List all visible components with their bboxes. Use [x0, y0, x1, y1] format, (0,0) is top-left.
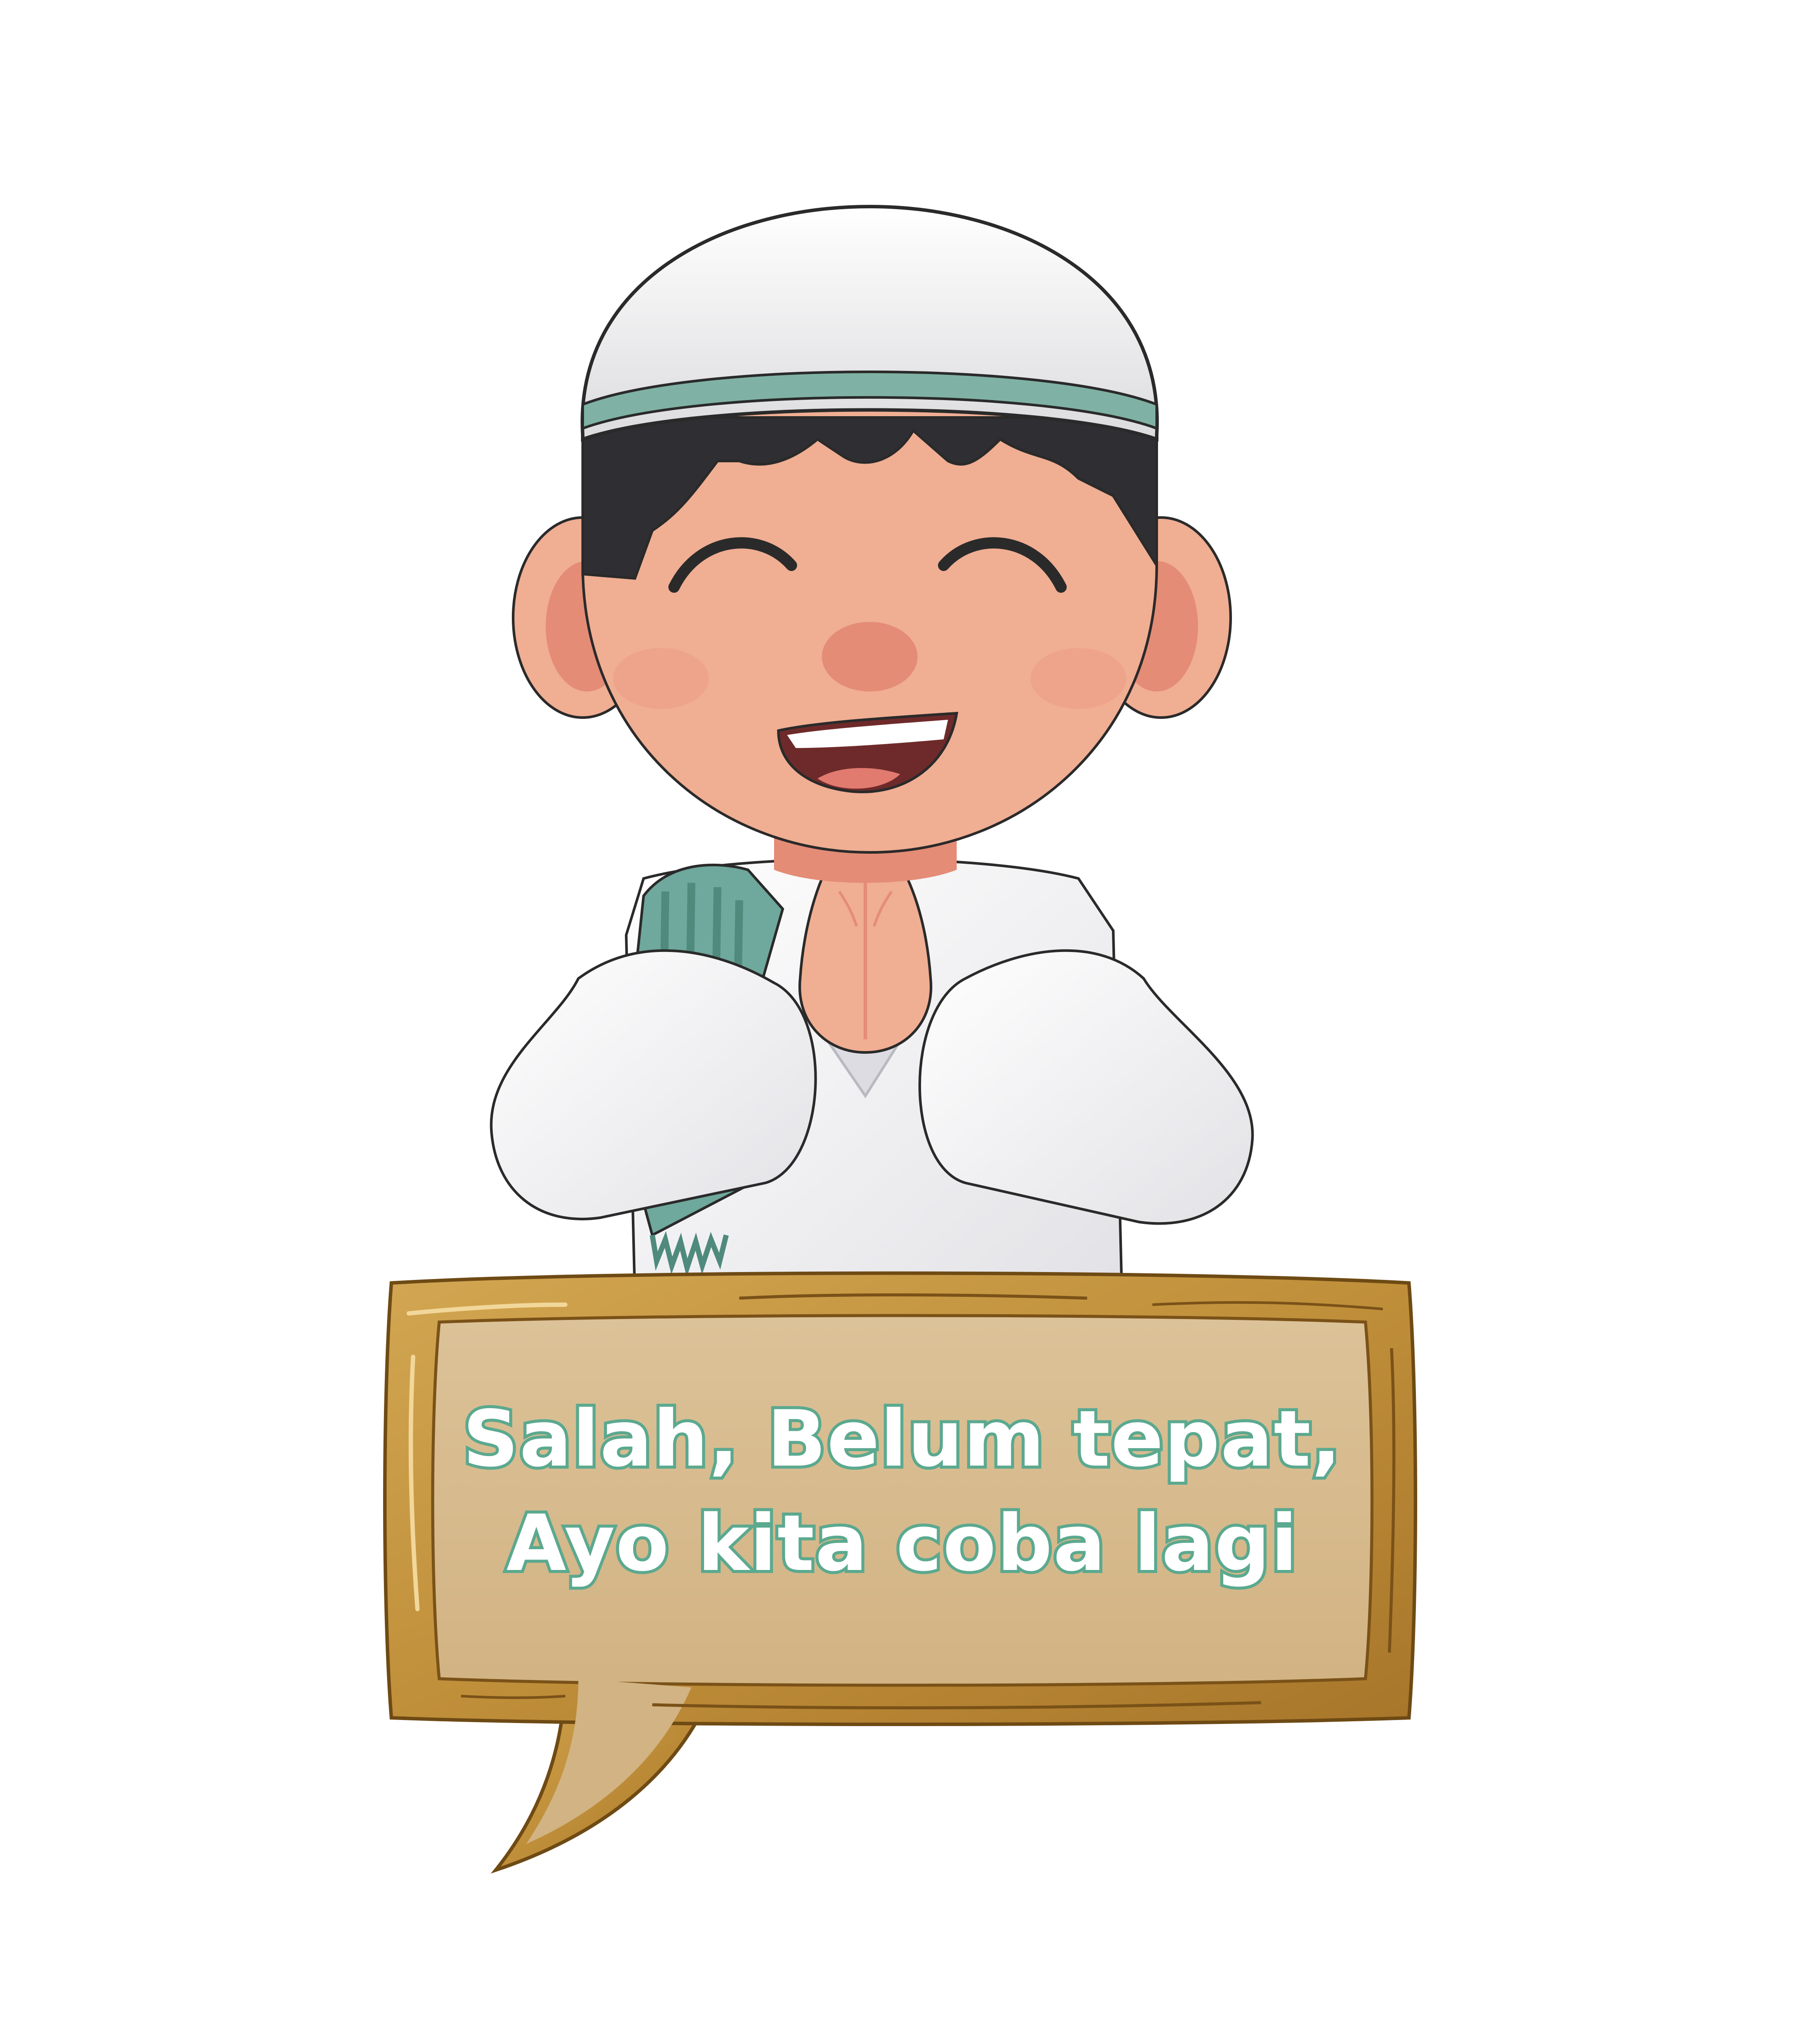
nose	[822, 622, 918, 691]
wooden-speech-bubble	[385, 1273, 1415, 1870]
message-line-1: Salah, Belum tepat,	[463, 1394, 1342, 1484]
message-line-2: Ayo kita coba lagi	[506, 1498, 1298, 1588]
left-sleeve	[491, 951, 816, 1219]
praying-boy-character	[491, 207, 1253, 1296]
kopiah-cap	[582, 207, 1157, 439]
right-sleeve	[920, 951, 1252, 1224]
